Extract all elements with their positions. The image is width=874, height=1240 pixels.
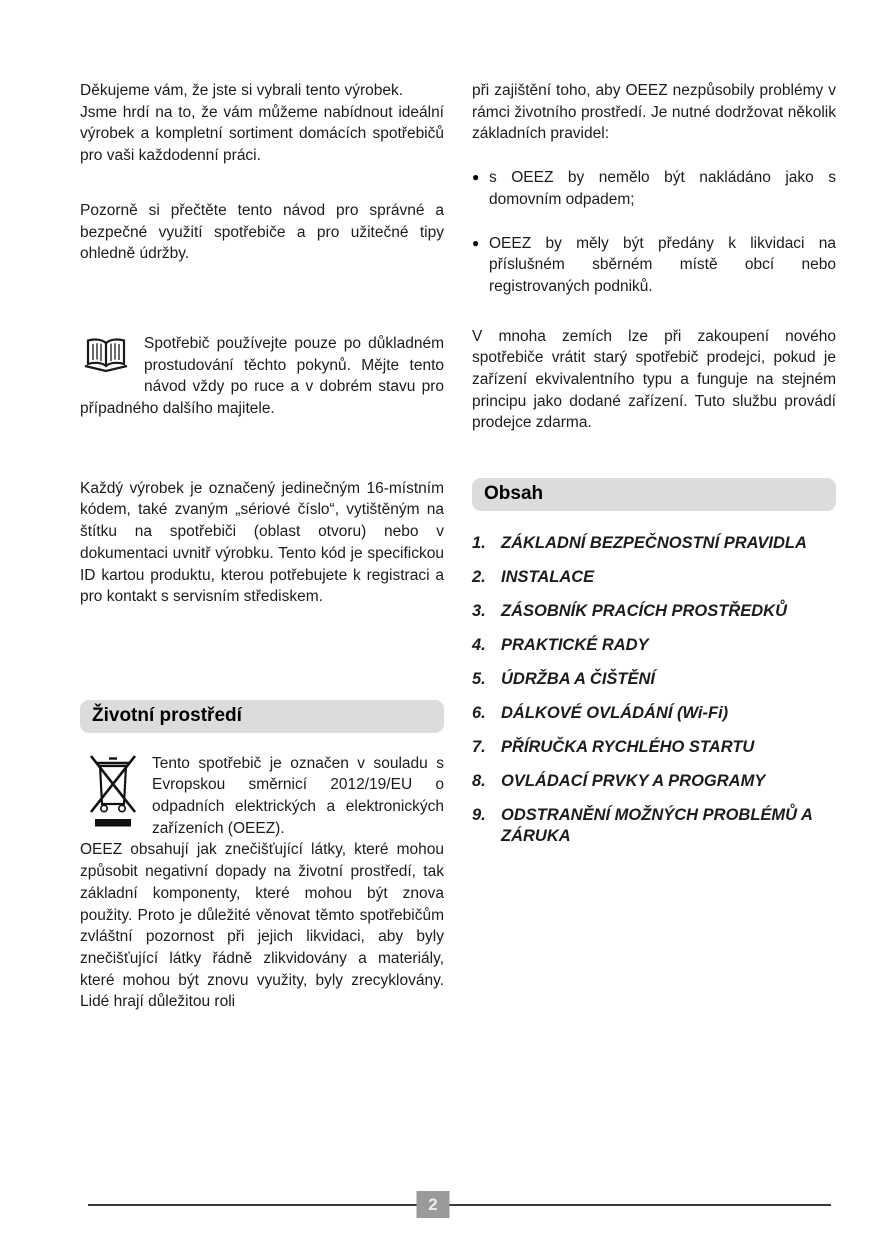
footer-rule — [88, 1204, 831, 1206]
takeback-paragraph: V mnoha zemích lze při zakoupení nového spotřebiče vrátit starý spotřebič prodejci, pokud je zařízení ekvivalentního typu a funguje na stejném principu jako dodané zařízení. Tuto službu provádí prodejce zdarma. — [472, 327, 836, 432]
toc-item-number: 4. — [472, 635, 486, 654]
intro-line-1: Děkujeme vám, že jste si vybrali tento výrobek. — [80, 82, 404, 99]
read-instructions-paragraph: Pozorně si přečtěte tento návod pro správné a bezpečné využití spotřebiče a pro užitečné tipy ohledně údržby. — [80, 201, 444, 263]
toc-item — [472, 805, 836, 847]
weee-paragraph-2: OEEZ obsahují jak znečišťující látky, které mohou způsobit negativní dopady na životní prostředí, tak základní komponenty, které mohou být znova použity. Proto je důležité věnovat těmto spotřebičům zvláštní pozornost při jejich likvidaci, aby byly znečišťující látky řádně zlikvidovány a materiály, které mohou být znovu využity, byly zrecyklovány. Lidé hrají důležitou roli — [80, 841, 444, 1011]
toc-item-label: ÚDRŽBA A ČIŠTĚNÍ — [501, 669, 655, 688]
intro-line-2: Jsme hrdí na to, že vám můžeme nabídnout ideální výrobek a kompletní sortiment domácích spotřebičů pro vaši každodenní práci. — [80, 103, 444, 165]
toc-item-label: DÁLKOVÉ OVLÁDÁNÍ (Wi-Fi) — [501, 703, 729, 722]
toc-item-label: ZÁSOBNÍK PRACÍCH PROSTŘEDKŮ — [501, 601, 788, 620]
weee-crossed-bin-icon — [86, 755, 140, 831]
toc-item — [472, 635, 836, 656]
toc-item-number: 5. — [472, 669, 486, 688]
bullet-icon: ● — [472, 170, 480, 185]
left-column — [80, 80, 444, 1013]
toc-item-number: 3. — [472, 601, 486, 620]
toc-item — [472, 669, 836, 690]
toc-item-number: 2. — [472, 567, 486, 586]
serial-number-paragraph: Každý výrobek je označený jedinečným 16-místním kódem, také zvaným „sériové číslo“, vytištěným na štítku na spotřebiči (oblast otvoru) nebo v dokumentaci uvnitř výrobku. Tento kód je specifickou ID kartou produktu, kterou potřebujete k registraci a pro kontakt s servisním střediskem. — [80, 479, 444, 606]
toc-item — [472, 737, 836, 758]
table-of-contents — [472, 533, 836, 847]
toc-item-label: INSTALACE — [501, 567, 595, 586]
toc-item-number: 9. — [472, 805, 486, 824]
environment-section-heading: Životní prostředí — [80, 700, 444, 733]
weee-paragraph-1: Tento spotřebič je označen v souladu s Evropskou směrnicí 2012/19/EU o odpadních elektrických a elektronických zařízeních (OEEZ). — [152, 754, 444, 837]
toc-item-number: 7. — [472, 737, 486, 756]
toc-item — [472, 601, 836, 622]
book-note-paragraph: Spotřebič používejte pouze po důkladném prostudování těchto pokynů. Mějte tento návod vždy po ruce a v dobrém stavu pro případného dalšího majitele. — [80, 334, 444, 418]
contents-section-heading: Obsah — [472, 478, 836, 511]
toc-item-label: ZÁKLADNÍ BEZPEČNOSTNÍ PRAVIDLA — [501, 533, 807, 552]
toc-item-number: 6. — [472, 703, 486, 722]
bullet-icon: ● — [472, 235, 480, 250]
toc-item-number: 8. — [472, 771, 486, 790]
toc-item-label: PŘÍRUČKA RYCHLÉHO STARTU — [501, 737, 755, 756]
toc-item — [472, 771, 836, 792]
toc-item — [472, 567, 836, 588]
environment-continued-paragraph: při zajištění toho, aby OEEZ nezpůsobily problémy v rámci životního prostředí. Je nutné dodržovat několik základních pravidel: — [472, 82, 836, 143]
two-column-layout — [80, 80, 836, 1013]
toc-item-label: PRAKTICKÉ RADY — [501, 635, 649, 654]
list-item — [472, 233, 836, 298]
weee-block — [80, 753, 444, 1013]
book-note-block — [80, 333, 444, 420]
right-column — [472, 80, 836, 1013]
bullet-text: OEEZ by měly být předány k likvidaci na příslušném sběrném místě obcí nebo registrovaných podniků. — [489, 234, 836, 295]
toc-item-number: 1. — [472, 533, 486, 552]
bullet-text: s OEEZ by nemělo být nakládáno jako s domovním odpadem; — [489, 169, 836, 208]
page-number-badge: 2 — [417, 1191, 450, 1218]
toc-item — [472, 533, 836, 554]
list-item — [472, 167, 836, 210]
open-book-icon — [82, 335, 130, 375]
toc-item — [472, 703, 836, 724]
toc-item-label: ODSTRANĚNÍ MOŽNÝCH PROBLÉMŮ A ZÁRUKA — [501, 805, 813, 845]
toc-item-label: OVLÁDACÍ PRVKY A PROGRAMY — [501, 771, 766, 790]
